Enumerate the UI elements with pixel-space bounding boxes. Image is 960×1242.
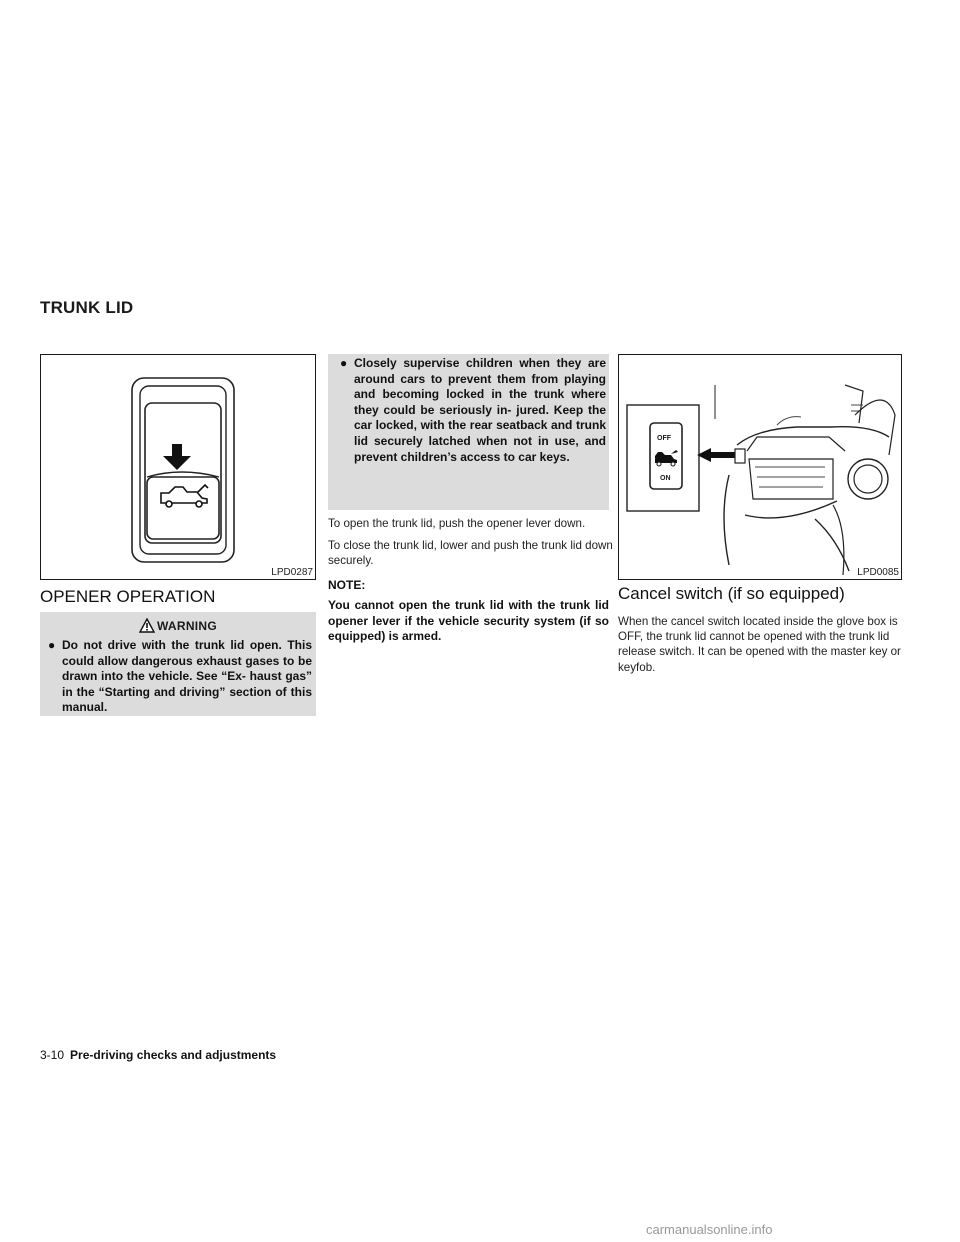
opener-operation-heading: OPENER OPERATION bbox=[40, 587, 216, 606]
figure-code: LPD0085 bbox=[857, 567, 899, 578]
close-instruction: To close the trunk lid, lower and push the trunk lid down securely. bbox=[328, 539, 613, 568]
cancel-switch-heading: Cancel switch (if so equipped) bbox=[618, 584, 845, 603]
warning-label: WARNING bbox=[156, 619, 218, 633]
section-title: TRUNK LID bbox=[40, 298, 134, 317]
warning-text: ● Do not drive with the trunk lid open. This could allow dangerous exhaust gases to be drawn into the vehicle. See “Ex- haust gas” in the “Starting and driving” section of this manual. bbox=[48, 638, 312, 715]
figure-code: LPD0287 bbox=[271, 567, 313, 578]
cancel-switch-illustration bbox=[619, 355, 901, 579]
chapter-title: Pre-driving checks and adjustments bbox=[70, 1048, 277, 1062]
cancel-switch-text: When the cancel switch located inside the glove box is OFF, the trunk lid cannot be opened with the trunk lid release switch. It can be opened with the master key or keyfob. bbox=[618, 615, 901, 674]
warning-continued-box bbox=[328, 354, 609, 510]
supervise-children-warning: ● Closely supervise children when they are around cars to prevent them from playing and becoming locked in the trunk where they could be seriously in- jured. Keep the car locked, with the rear seatback and trunk lid securely latched when not in use, and prevent children’s access to car keys. bbox=[340, 356, 606, 464]
open-instruction: To open the trunk lid, push the opener lever down. bbox=[328, 517, 586, 530]
figure-opener-lever bbox=[40, 354, 316, 580]
opener-lever-illustration bbox=[41, 355, 315, 579]
warning-header bbox=[40, 618, 316, 633]
bullet-icon: ● bbox=[340, 356, 348, 370]
page-footer bbox=[40, 1048, 276, 1062]
switch-on-label: ON bbox=[660, 475, 671, 482]
warning-triangle-icon bbox=[139, 618, 155, 633]
note-text: You cannot open the trunk lid with the trunk lid opener lever if the vehicle security system (if so equipped) is armed. bbox=[328, 598, 609, 644]
page-number: 3-10 bbox=[40, 1048, 65, 1062]
warning-box bbox=[40, 612, 316, 716]
watermark: carmanualsonline.info bbox=[646, 1222, 773, 1237]
note-label: NOTE: bbox=[328, 578, 366, 592]
figure-cancel-switch bbox=[618, 354, 902, 580]
bullet-icon: ● bbox=[48, 638, 56, 652]
switch-off-label: OFF bbox=[657, 435, 671, 442]
